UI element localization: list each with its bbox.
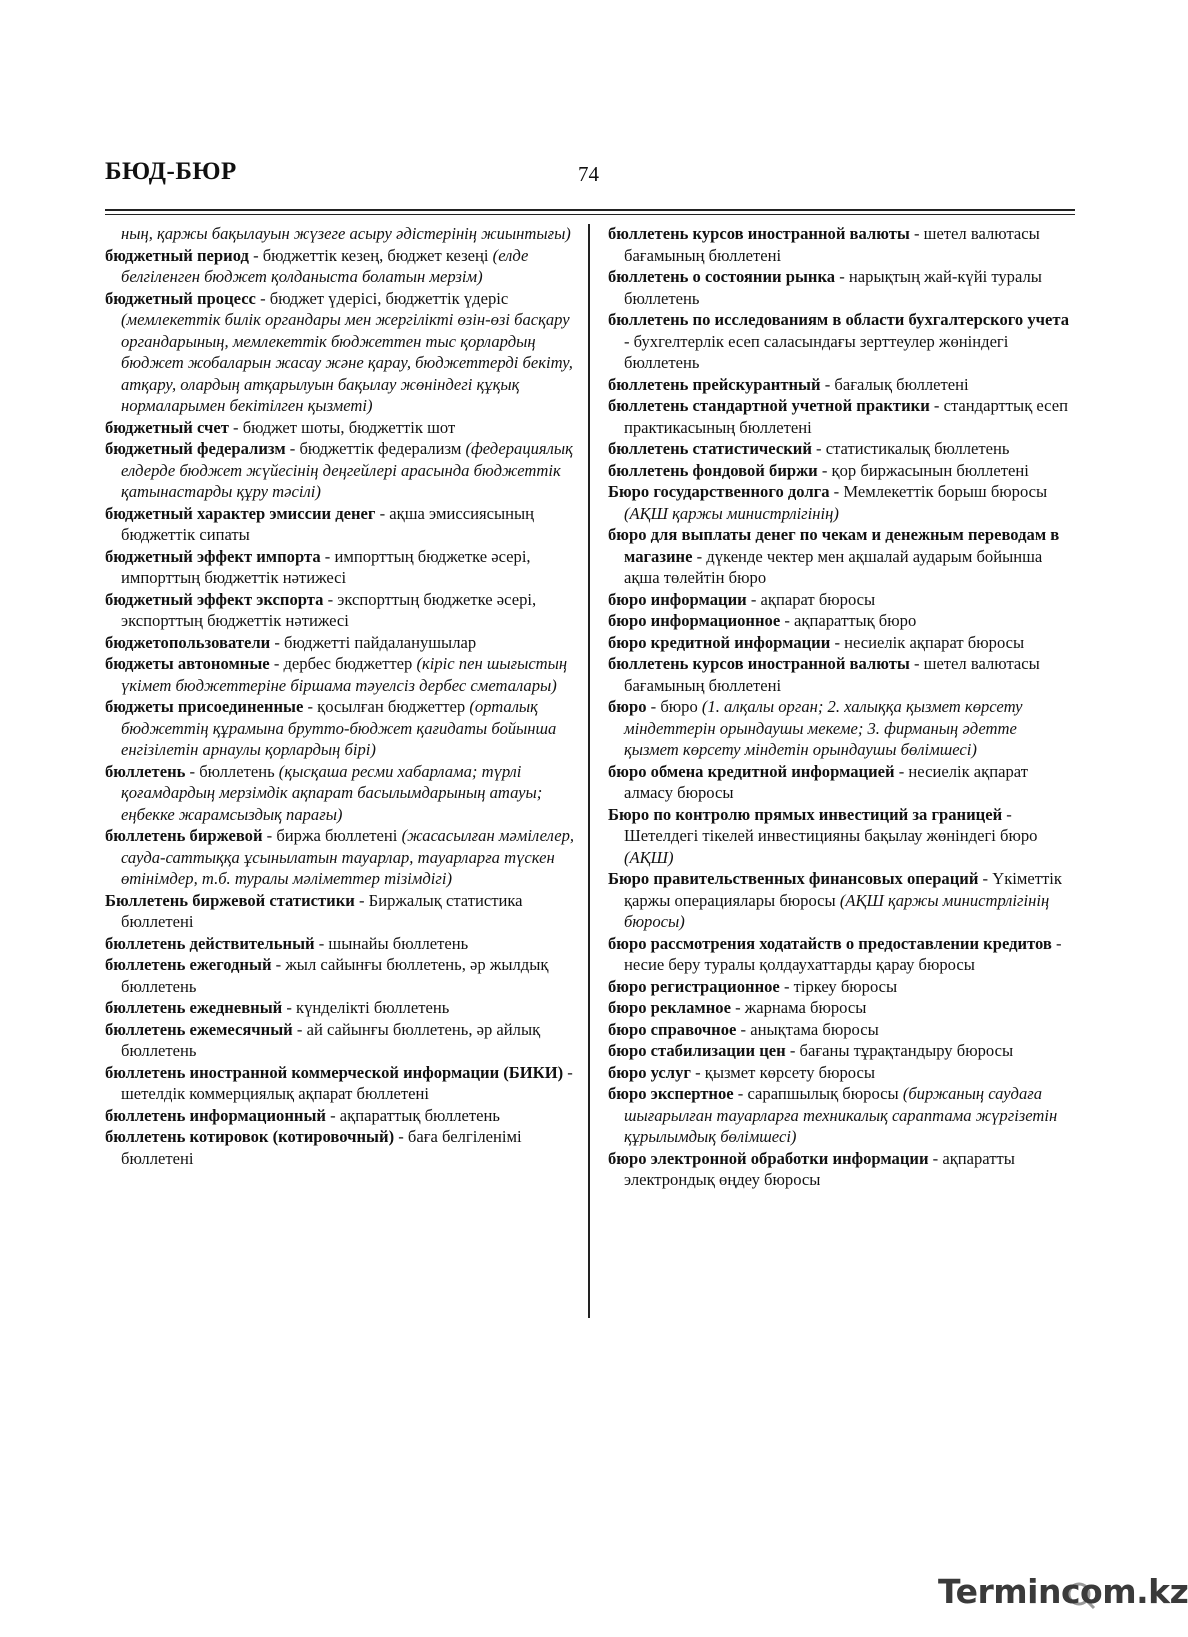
entry-translation: - бухгелтерлік есеп саласындағы зерттеулер жөніндегі бюллетень — [624, 331, 1009, 372]
entry-translation: - экспорттың бюджетке әсері, экспорттың бюджеттік нәтижесі — [121, 589, 537, 630]
entry-translation: - ақпараттық бюро — [780, 611, 917, 630]
dictionary-entry — [105, 696, 575, 761]
entry-term: бюро регистрационное — [608, 976, 780, 996]
entry-translation: - Мемлекеттік борыш бюросы — [829, 482, 1048, 501]
header-rule-thick — [105, 209, 1075, 211]
dictionary-entry — [608, 761, 1075, 804]
dictionary-entry — [105, 546, 575, 589]
dictionary-entry — [105, 933, 575, 955]
entry-term: бюджетный эффект импорта — [105, 546, 321, 566]
entry-term: бюллетень биржевой — [105, 826, 263, 845]
entry-translation: - жыл сайынғы бюллетень, әр жылдық бюллетень — [121, 955, 549, 996]
entry-note: ның, қаржы бақылауын жүзеге асыру әдістерінің жиынтығы) — [121, 224, 571, 243]
dictionary-entry — [608, 374, 1075, 396]
entry-translation: - бағалық бюллетені — [820, 374, 969, 394]
entry-translation: - баға белгіленімі бюллетені — [121, 1127, 522, 1168]
entry-translation: - Биржалық статистика бюллетені — [121, 890, 523, 931]
dictionary-entry — [608, 309, 1075, 374]
entry-term: бюллетень статистический — [608, 439, 812, 458]
left-column — [105, 223, 575, 1169]
dictionary-entry — [105, 1019, 575, 1062]
entry-translation: - жарнама бюросы — [730, 998, 867, 1017]
entry-note: (орталық бюджеттің құрамына брутто-бюджет қағидаты бойынша енгізілетін арнаулы қорлардың бірі) — [121, 697, 557, 759]
entry-translation: - ақпарат бюросы — [746, 589, 876, 609]
entry-term: бюджетный период — [105, 245, 249, 265]
dictionary-entry — [105, 223, 575, 245]
dictionary-entry — [608, 223, 1075, 266]
entry-note: (қысқаша ресми хабарлама; түрлі қоғамдардың мерзімдік ақпарат басылымдарының атауы; еңбекке жарамсыздық парағы) — [121, 761, 543, 824]
entry-note: (АҚШ қаржы министрлігінің бюросы) — [624, 890, 1050, 931]
termincom-logo — [938, 1572, 1188, 1622]
entry-translation: - бюджетті пайдаланушылар — [270, 632, 477, 652]
entry-translation: - биржа бюллетені — [262, 826, 402, 845]
entry-translation: - Үкіметтік қаржы операциялары бюросы — [624, 869, 1062, 910]
entry-term: бюллетень прейскурантный — [608, 374, 821, 394]
entry-translation: - несие беру туралы қолдаухаттарды қарау бюросы — [624, 933, 1062, 974]
entry-translation: - тіркеу бюросы — [779, 976, 898, 996]
entry-translation: - сарапшылық бюросы — [733, 1084, 903, 1103]
entry-translation: - стандарттық есеп практикасының бюллетені — [624, 396, 1068, 437]
entry-term: бюллетень о состоянии рынка — [608, 267, 836, 286]
dictionary-entry — [608, 266, 1075, 309]
entry-term: бюро — [608, 697, 647, 716]
entry-translation: - дербес бюджеттер — [269, 654, 417, 673]
entry-term: бюджетный счет — [105, 417, 229, 437]
entry-translation: - шетел валютасы бағамының бюллетені — [624, 654, 1040, 695]
entry-translation: - бюджет шоты, бюджеттік шот — [228, 417, 456, 437]
entry-translation: - шынайы бюллетень — [314, 933, 469, 953]
dictionary-entry — [608, 395, 1075, 438]
dictionary-entry — [105, 288, 575, 417]
dictionary-entry — [105, 417, 575, 439]
entry-translation: - бюджеттік федерализм — [285, 439, 466, 458]
dictionary-entry — [608, 933, 1075, 976]
entry-translation: - статистикалық бюллетень — [811, 439, 1010, 458]
entry-translation: - күнделікті бюллетень — [282, 998, 450, 1017]
entry-term: бюллетень ежедневный — [105, 998, 283, 1017]
entry-note: (кіріс пен шығыстың үкімет бюджеттеріне біршама тәуелсіз дербес сметалары) — [121, 654, 568, 695]
entry-note: (АҚШ қаржы министрлігінің) — [624, 503, 839, 523]
entry-term: бюро электронной обработки информации — [608, 1148, 929, 1168]
entry-term: бюллетень ежегодный — [105, 955, 272, 974]
dictionary-entry — [105, 890, 575, 933]
entry-translation: - дүкенде чектер мен ақшалай аударым бойынша ақша төлейтін бюро — [624, 546, 1043, 587]
entry-note: (елде белгіленген бюджет қолданыста болатын мерзім) — [121, 245, 529, 286]
entry-translation: - анықтама бюросы — [736, 1019, 879, 1039]
dictionary-entry — [608, 1019, 1075, 1041]
dictionary-entry — [105, 1126, 575, 1169]
entry-translation: - қосылған бюджеттер — [303, 697, 470, 716]
entry-note: (1. алқалы орган; 2. халыққа қызмет көрсету міндеттерін орындаушы мекеме; 3. фирманың әдетте қызмет көрсету міндетін орындаушы бөлімшесі) — [624, 697, 1023, 759]
header-title: БЮД-БЮР — [105, 158, 237, 185]
entry-term: бюро для выплаты денег по чекам и денежным переводам в магазине — [608, 525, 1060, 566]
entry-translation: - несиелік ақпарат бюросы — [830, 632, 1025, 652]
entry-term: Бюро правительственных финансовых операций — [608, 869, 979, 888]
dictionary-entry — [105, 1105, 575, 1127]
entry-term: бюллетень ежемесячный — [105, 1019, 293, 1039]
entry-translation: - бюллетень — [185, 761, 279, 781]
dictionary-entry — [608, 997, 1075, 1019]
entry-translation: - бағаны тұрақтандыру бюросы — [785, 1041, 1014, 1060]
dictionary-entry — [608, 868, 1075, 933]
entry-note: (АҚШ) — [624, 847, 674, 867]
dictionary-entry — [608, 481, 1075, 524]
entry-note: (федерациялық елдерде бюджет жүйесінің деңгейлері арасында бюджеттік қатынастарды құру тәсілі) — [121, 439, 573, 501]
entry-term: бюллетень курсов иностранной валюты — [608, 224, 910, 243]
entry-term: бюллетень по исследованиям в области бухгалтерского учета — [608, 310, 1070, 329]
column-divider — [588, 224, 590, 1318]
entry-translation: - несиелік ақпарат алмасу бюросы — [624, 761, 1028, 802]
entry-term: бюллетень действительный — [105, 933, 315, 953]
entry-term: бюро стабилизации цен — [608, 1041, 786, 1060]
dictionary-entry — [608, 1083, 1075, 1148]
entry-term: бюджетный эффект экспорта — [105, 589, 324, 609]
entry-note: (биржаның саудаға шығарылған тауарларға техникалық сараптама жүргізетін құрылымдық бөлімшесі) — [624, 1084, 1058, 1146]
entry-term: бюллетень иностранной коммерческой информации (БИКИ) — [105, 1062, 564, 1082]
dictionary-entry — [608, 438, 1075, 460]
dictionary-entry — [608, 1148, 1075, 1191]
entry-translation: - ақпаратты электрондық өңдеу бюросы — [624, 1148, 1015, 1189]
entry-term: бюро рассмотрения ходатайств о предоставлении кредитов — [608, 933, 1052, 953]
dictionary-entry — [105, 997, 575, 1019]
dictionary-entry — [105, 825, 575, 890]
dictionary-entry — [105, 245, 575, 288]
dictionary-entry — [105, 1062, 575, 1105]
dictionary-entry — [608, 696, 1075, 761]
entry-term: бюро обмена кредитной информацией — [608, 761, 895, 781]
entry-translation: - ақпараттық бюллетень — [325, 1105, 500, 1125]
dictionary-entry — [105, 632, 575, 654]
entry-term: бюджетный характер эмиссии денег — [105, 503, 376, 523]
dictionary-entry — [105, 438, 575, 503]
entry-translation: - шетел валютасы бағамының бюллетені — [624, 224, 1040, 265]
entry-note: (жасасылған мәмілелер, сауда-саттыққа ұсынылатын тауарлар, тауарларға түскен өтінімдер, т.б. туралы мәліметтер тізімдігі) — [121, 826, 575, 888]
dictionary-entry — [105, 589, 575, 632]
page-number: 74 — [578, 162, 599, 186]
entry-translation: - бюджеттік кезең, бюджет кезеңі — [248, 245, 493, 265]
entry-translation: - шетелдік коммерциялық ақпарат бюллетені — [121, 1062, 573, 1103]
dictionary-entry — [105, 954, 575, 997]
entry-translation: - қызмет көрсету бюросы — [690, 1062, 875, 1082]
dictionary-entry — [608, 1040, 1075, 1062]
entry-translation: - қор биржасынын бюллетені — [817, 460, 1029, 480]
dictionary-entry — [608, 976, 1075, 998]
entry-term: бюджеты присоединенные — [105, 697, 304, 716]
header-rule-thin — [105, 214, 1075, 215]
entry-translation: - ай сайынғы бюллетень, әр айлық бюллетень — [121, 1019, 541, 1060]
dictionary-entry — [105, 503, 575, 546]
entry-term: бюллетень информационный — [105, 1105, 326, 1125]
entry-term: бюро рекламное — [608, 998, 731, 1017]
entry-term: Бюро государственного долга — [608, 482, 830, 501]
dictionary-entry — [608, 632, 1075, 654]
dictionary-entry — [608, 610, 1075, 632]
entry-translation: - бюджет үдерісі, бюджеттік үдеріс — [255, 288, 509, 308]
entry-term: бюллетень котировок (котировочный) — [105, 1127, 395, 1146]
dictionary-entry — [608, 460, 1075, 482]
entry-term: бюро кредитной информации — [608, 632, 831, 652]
entry-term: Бюро по контролю прямых инвестиций за границей — [608, 804, 1003, 824]
dictionary-entry — [608, 804, 1075, 869]
entry-note: (мемлекеттік билік органдары мен жергілікті өзін-өзі басқару органдарының, мемлекеттік бюджеттен тыс қорлардың бюджет жобаларын жасау және қарау, бюджеттерді бекіту, атқару, олардың атқарылуын бақылау жөніндегі құқық нормаларымен бекітілген қызметі) — [121, 310, 573, 415]
entry-term: бюллетень курсов иностранной валюты — [608, 654, 910, 673]
entry-term: бюро услуг — [608, 1062, 691, 1082]
entry-term: бюджеты автономные — [105, 654, 270, 673]
entry-translation: - нарықтың жай-күйі туралы бюллетень — [624, 267, 1042, 308]
entry-term: бюро справочное — [608, 1019, 737, 1039]
right-column — [608, 223, 1075, 1191]
dictionary-entry — [608, 653, 1075, 696]
entry-term: бюджетный федерализм — [105, 439, 286, 458]
entry-translation: - импорттың бюджетке әсері, импорттың бюджеттік нәтижесі — [121, 546, 531, 587]
dictionary-entry — [608, 524, 1075, 589]
entry-translation: - ақша эмиссиясының бюджеттік сипаты — [121, 503, 535, 544]
entry-term: бюллетень фондовой биржи — [608, 460, 818, 480]
entry-term: бюро информации — [608, 589, 747, 609]
dictionary-entry — [608, 589, 1075, 611]
entry-term: бюджетопользователи — [105, 632, 271, 652]
entry-term: бюро экспертное — [608, 1084, 734, 1103]
dictionary-entry — [105, 653, 575, 696]
entry-term: бюро информационное — [608, 611, 781, 630]
watermark-text: Termincom.kz — [938, 1572, 1188, 1611]
entry-term: бюллетень — [105, 761, 186, 781]
entry-translation: - бюро — [646, 697, 702, 716]
dictionary-entry — [608, 1062, 1075, 1084]
entry-term: Бюллетень биржевой статистики — [105, 890, 355, 910]
entry-term: бюллетень стандартной учетной практики — [608, 396, 930, 415]
dictionary-entry — [105, 761, 575, 826]
entry-term: бюджетный процесс — [105, 288, 256, 308]
entry-translation: - Шетелдегі тікелей инвестицияны бақылау жөніндегі бюро — [624, 804, 1038, 845]
